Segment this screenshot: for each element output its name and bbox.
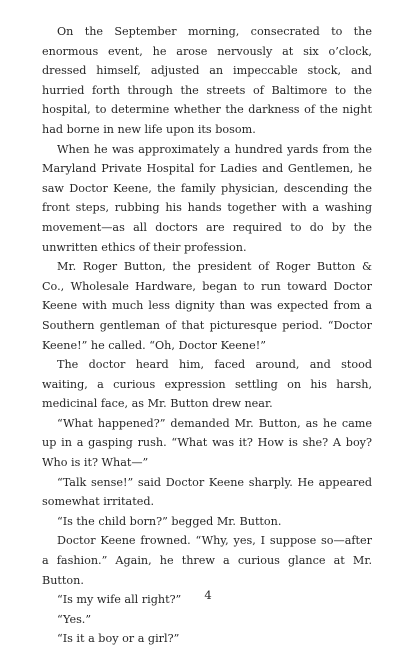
paragraph: Mr. Roger Button, the president of Roger Button & Co., Wholesale Hardware, began to run toward Doctor Keene with much less dignity than was expected from a Southern gentleman of that picturesque period. “Doctor Keene!” he called. “Oh, Doctor Keene!” — [42, 260, 372, 352]
paragraph: On the September morning, consecrated to the enormous event, he arose nervously at six o’clock, dressed himself, adjusted an impeccable stock, and hurried forth through the streets of Baltimore to the hospital, to determine whether the darkness of the night had borne in new life upon its bosom. — [42, 25, 372, 136]
paragraph: “Is my wife all right?” — [57, 593, 182, 607]
paragraph: “Talk sense!” said Doctor Keene sharply. He appeared somewhat irritated. — [42, 475, 372, 509]
paragraph: The doctor heard him, faced around, and stood waiting, a curious expression settling on his harsh, medicinal face, as Mr. Button drew near. — [42, 358, 372, 411]
paragraph: “Yes.” — [57, 612, 92, 626]
paragraph: Doctor Keene frowned. “Why, yes, I suppose so—after a fashion.” Again, he threw a curious glance at Mr. Button. — [42, 534, 372, 587]
paragraph: “Is the child born?” begged Mr. Button. — [57, 514, 282, 528]
paragraph: “What happened?” demanded Mr. Button, as he came up in a gasping rush. “What was it? How is she? A boy? Who is it? What—” — [42, 416, 372, 470]
body-text — [42, 22, 372, 649]
paragraph: When he was approximately a hundred yards from the Maryland Private Hospital for Ladies and Gentlemen, he saw Doctor Keene, the family physician, descending the front steps, rubbing his hands together with a washing movement—as all doctors are required to do by the unwritten ethics of their profession. — [42, 142, 372, 254]
page-number: 4 — [204, 588, 212, 602]
paragraph: “Is it a boy or a girl?” — [57, 632, 180, 646]
